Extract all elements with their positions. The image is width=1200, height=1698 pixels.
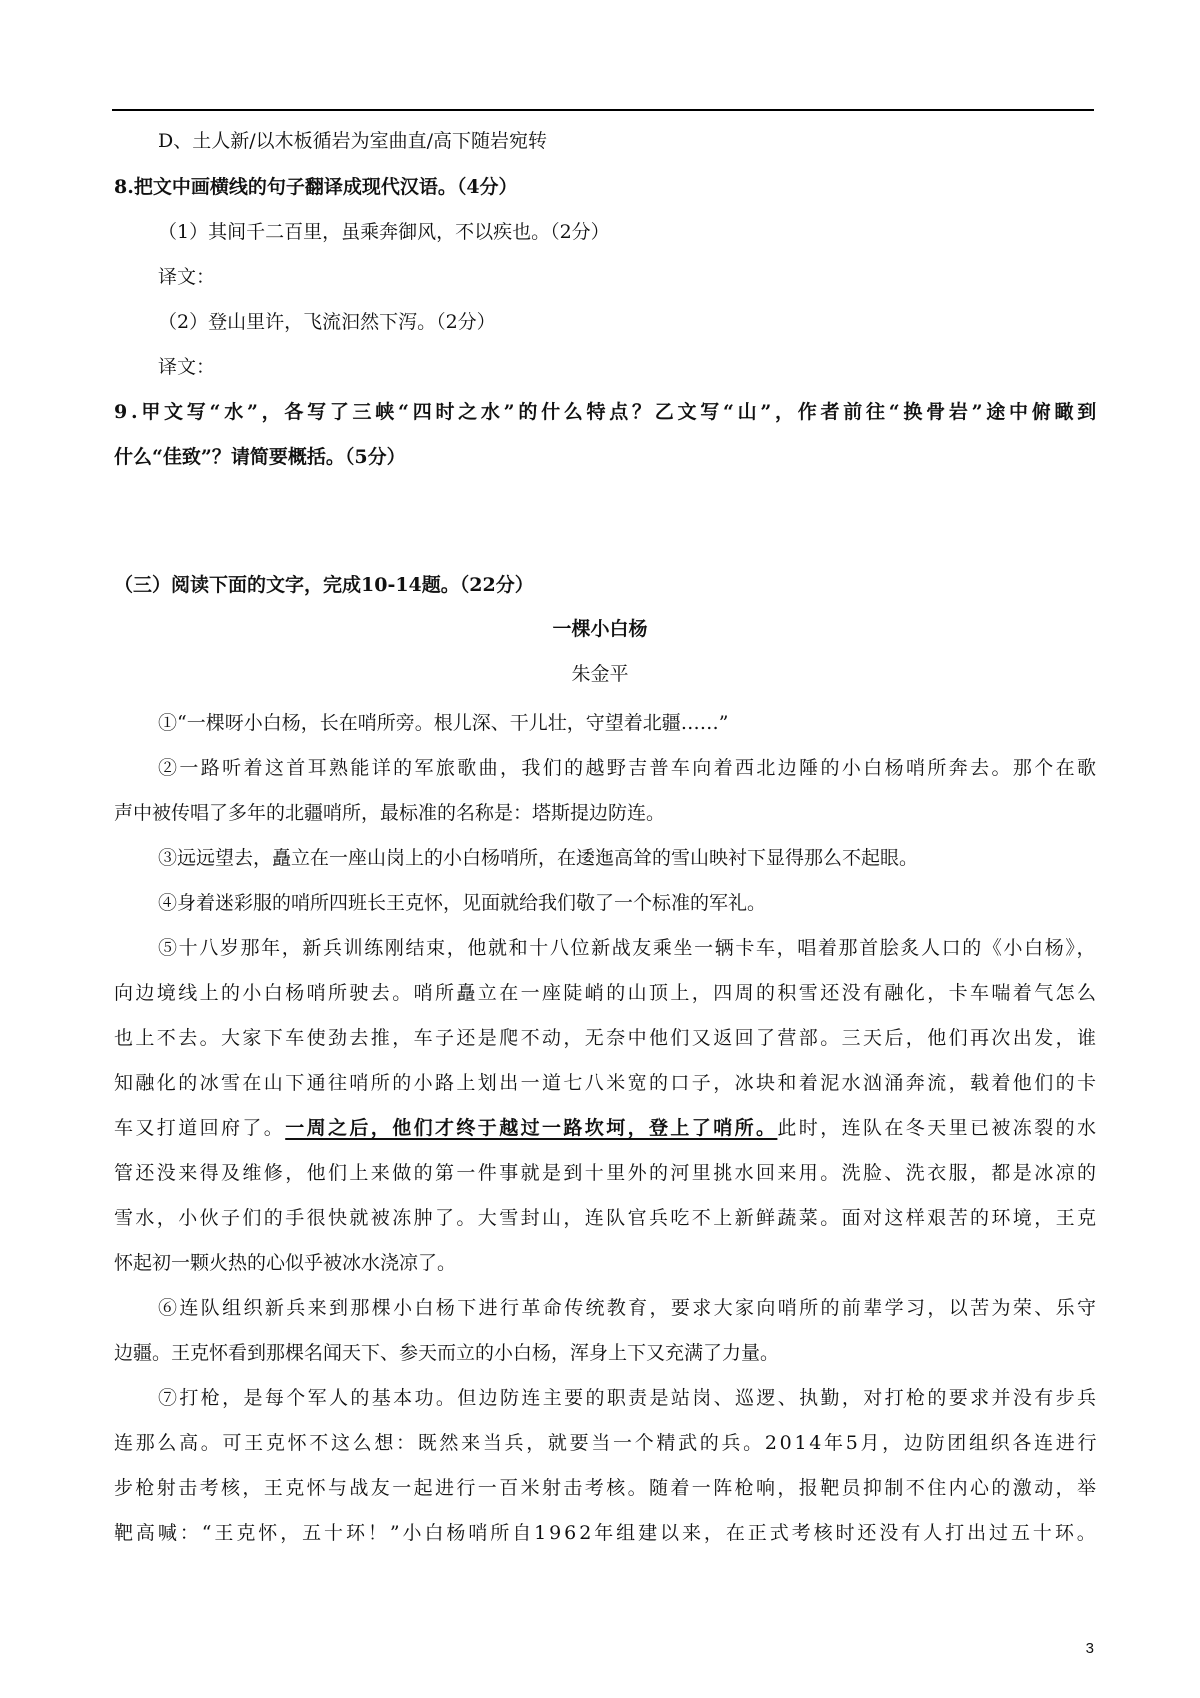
text-line: 译文： (158, 266, 216, 288)
passage-author: 朱金平 (571, 663, 629, 685)
text-line: ④身着迷彩服的哨所四班长王克怀，见面就给我们敬了一个标准的军礼。 (158, 892, 767, 914)
text-line: 什么“佳致”？请简要概括。（5分） (114, 446, 406, 468)
text-line: D、土人新/以木板循岩为室曲直/高下随岩宛转 (158, 130, 548, 152)
text-line: ⑦打枪，是每个军人的基本功。但边防连主要的职责是站岗、巡逻、执勤，对打枪的要求并没有步兵 (158, 1387, 1099, 1409)
text-line: 声中被传唱了多年的北疆哨所，最标准的名称是：塔斯提边防连。 (114, 802, 666, 824)
text-line: 边疆。王克怀看到那棵名闻天下、参天而立的小白杨，浑身上下又充满了力量。 (114, 1342, 780, 1364)
text-line: 向边境线上的小白杨哨所驶去。哨所矗立在一座陡峭的山顶上，四周的积雪还没有融化，卡车喘着气怎么 (114, 982, 1099, 1004)
text-line: （三）阅读下面的文字，完成10-14题。（22分） (114, 574, 534, 596)
text-line: （1）其间千二百里，虽乘奔御风，不以疾也。（2分） (158, 221, 610, 243)
text-line: 也上不去。大家下车使劲去推，车子还是爬不动，无奈中他们又返回了营部。三天后，他们再次出发，谁 (114, 1027, 1099, 1049)
text-line: 靶高喊：“王克怀，五十环！”小白杨哨所自1962年组建以来，在正式考核时还没有人打出过五十环。 (114, 1522, 1099, 1544)
text-line: 9.甲文写“水”，各写了三峡“四时之水”的什么特点？乙文写“山”，作者前往“换骨岩”途中俯瞰到 (114, 401, 1101, 423)
text-line: ①“一棵呀小白杨，长在哨所旁。根儿深、干儿壮，守望着北疆……” (158, 712, 729, 734)
text-line: 怀起初一颗火热的心似乎被冰水浇凉了。 (114, 1252, 457, 1274)
text-line: 译文： (158, 356, 216, 378)
text-line: 步枪射击考核，王克怀与战友一起进行一百米射击考核。随着一阵枪响，报靶员抑制不住内心的激动，举 (114, 1477, 1099, 1499)
text-line: ③远远望去，矗立在一座山岗上的小白杨哨所，在逶迤高耸的雪山映衬下显得那么不起眼。 (158, 847, 919, 869)
underlined-sentence: 一周之后，他们才终于越过一路坎坷，登上了哨所。 (285, 1117, 778, 1139)
text-line: （2）登山里许，飞流汩然下泻。（2分） (158, 311, 496, 333)
text-line: 管还没来得及维修，他们上来做的第一件事就是到十里外的河里挑水回来用。洗脸、洗衣服，都是冰凉的 (114, 1162, 1099, 1184)
mixed-after: 此时，连队在冬天里已被冻裂的水 (777, 1117, 1099, 1139)
passage-title: 一棵小白杨 (552, 618, 648, 640)
text-line: 连那么高。可王克怀不这么想：既然来当兵，就要当一个精武的兵。2014年5月，边防团组织各连进行 (114, 1432, 1100, 1454)
passage-line-underlined (114, 1113, 1098, 1143)
text-line: 雪水，小伙子们的手很快就被冻肿了。大雪封山，连队官兵吃不上新鲜蔬菜。面对这样艰苦的环境，王克 (114, 1207, 1099, 1229)
header-rule (112, 109, 1094, 111)
mixed-before: 车又打道回府了。 (114, 1117, 286, 1139)
text-line: ②一路听着这首耳熟能详的军旅歌曲，我们的越野吉普车向着西北边陲的小白杨哨所奔去。那个在歌 (158, 757, 1099, 779)
page-number: 3 (1085, 1640, 1094, 1657)
text-line: ⑥连队组织新兵来到那棵小白杨下进行革命传统教育，要求大家向哨所的前辈学习，以苦为荣、乐守 (158, 1297, 1099, 1319)
text-line: ⑤十八岁那年，新兵训练刚结束，他就和十八位新战友乘坐一辆卡车，唱着那首脍炙人口的《小白杨》， (158, 937, 1098, 959)
text-line: 8.把文中画横线的句子翻译成现代汉语。（4分） (114, 176, 518, 198)
text-line: 知融化的冰雪在山下通往哨所的小路上划出一道七八米宽的口子，冰块和着泥水汹涌奔流，载着他们的卡 (114, 1072, 1099, 1094)
